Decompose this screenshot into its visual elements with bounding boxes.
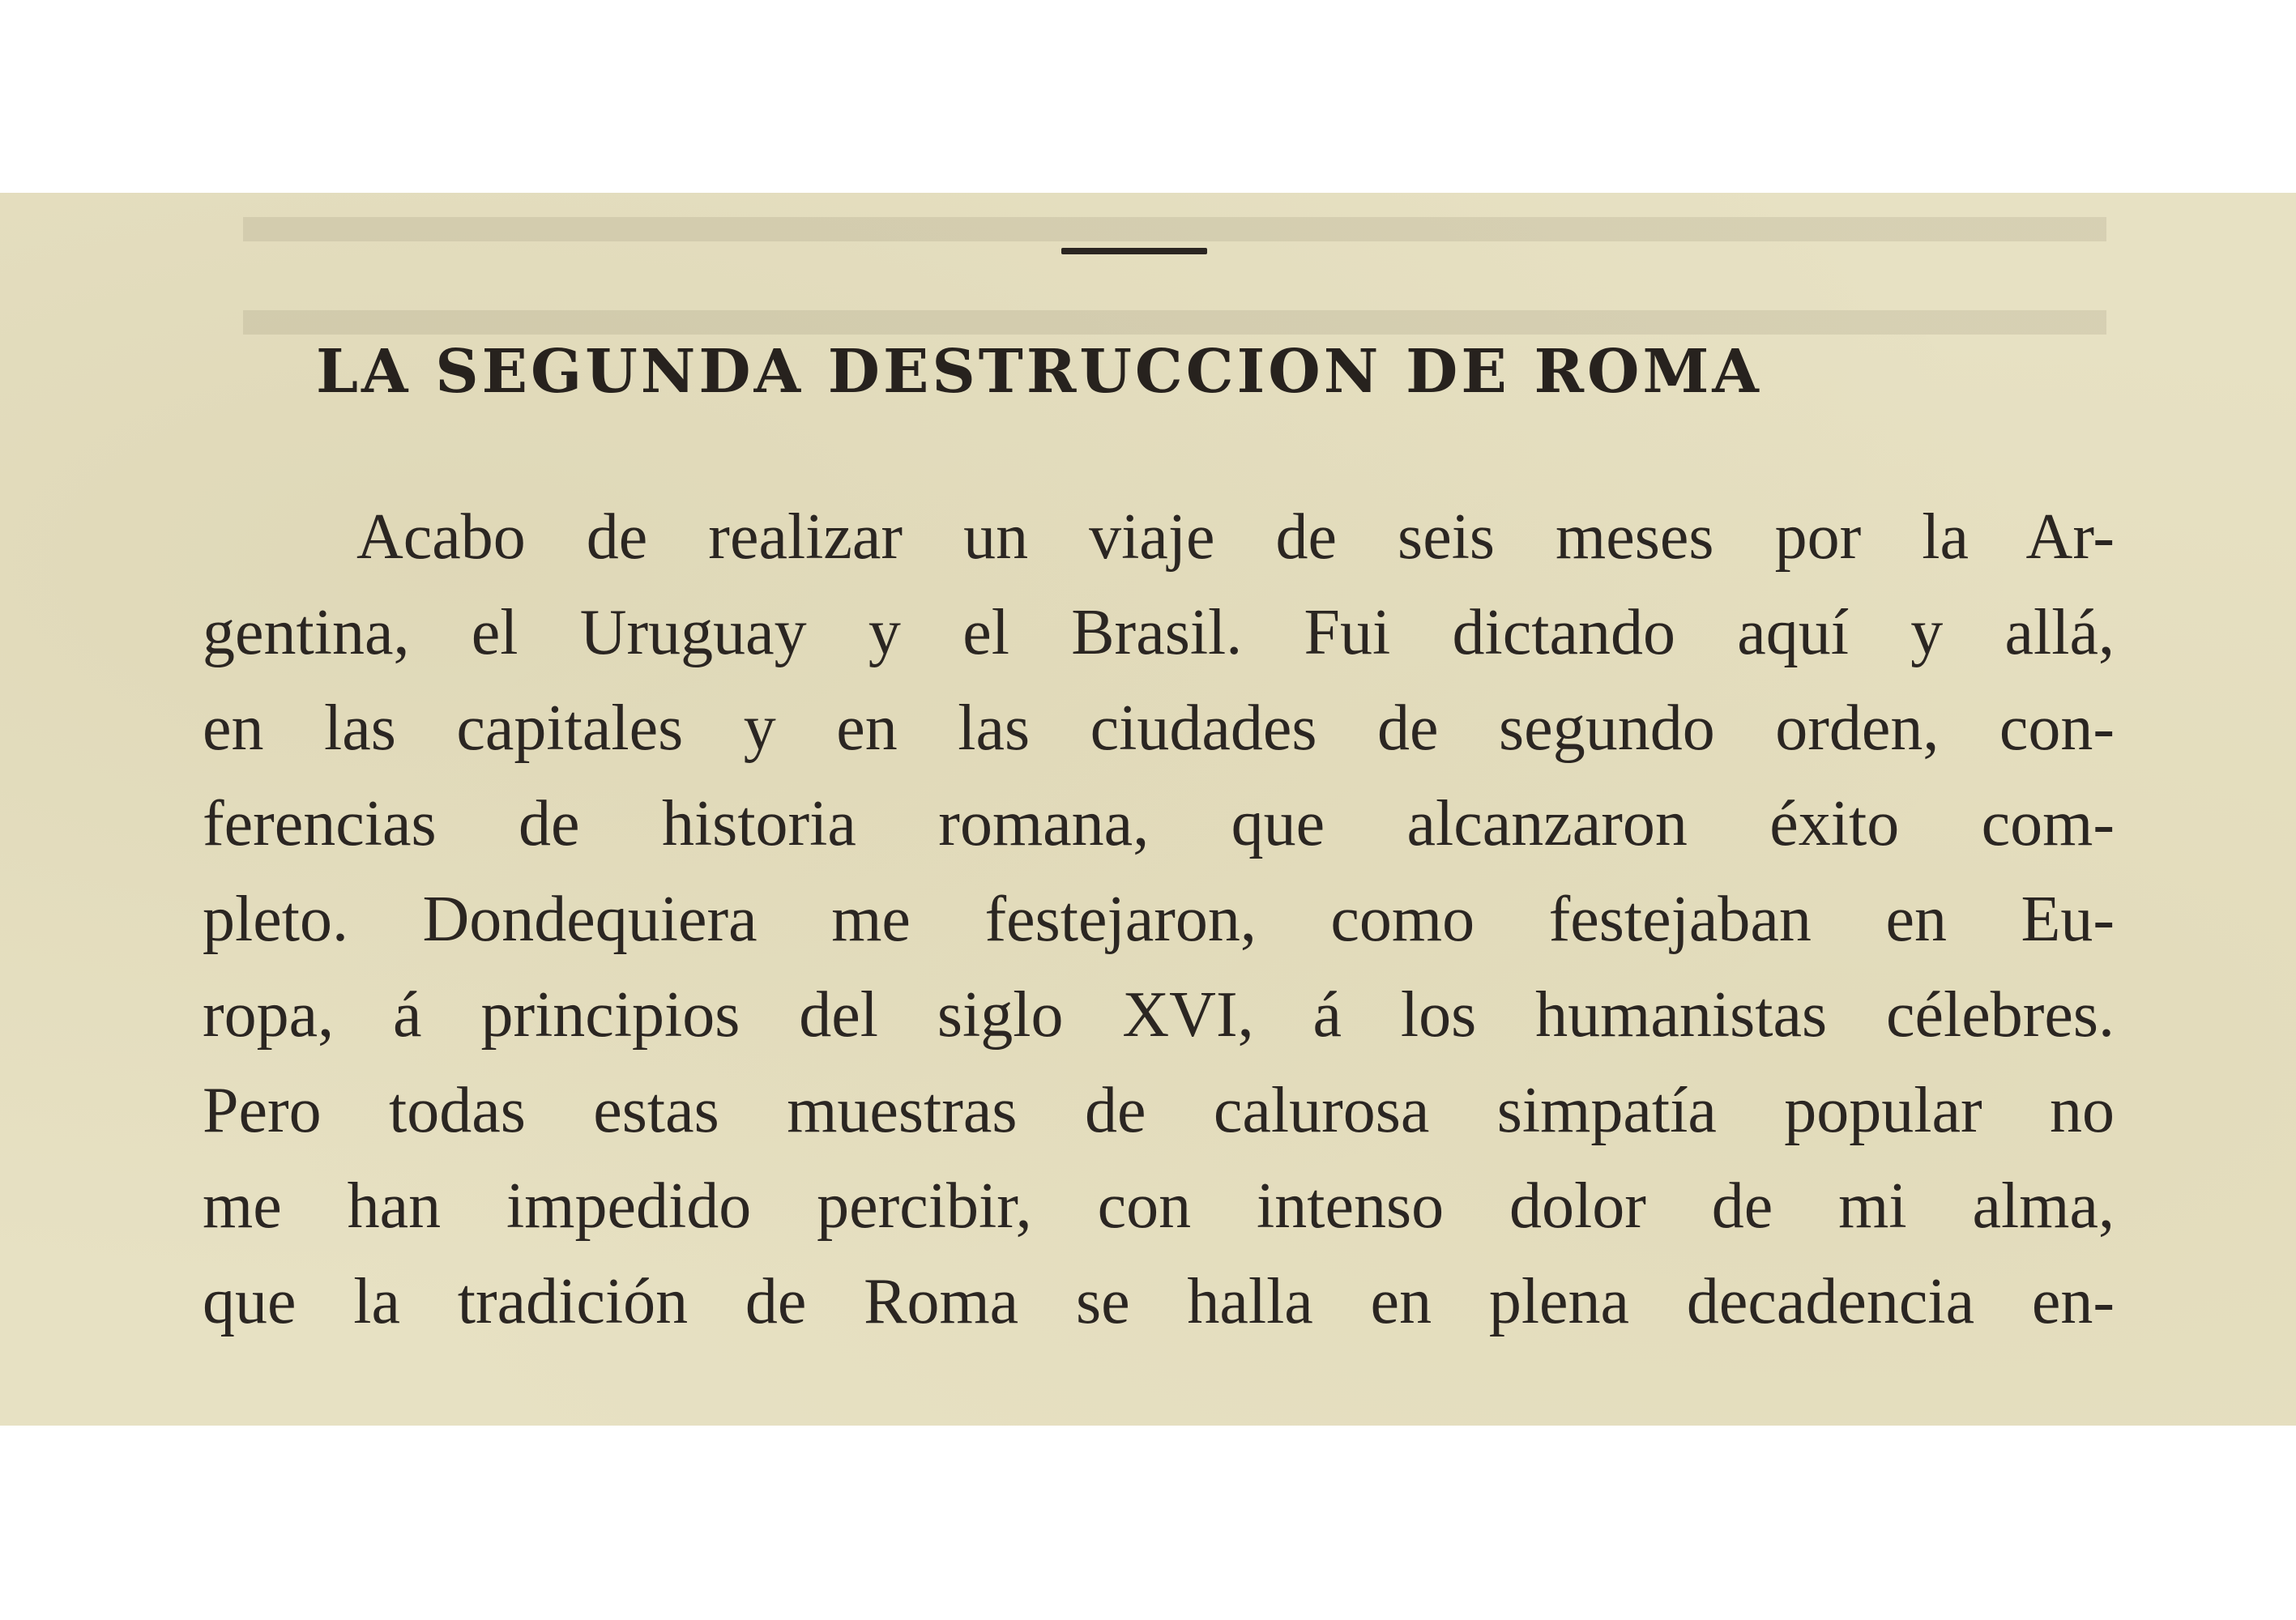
- text-line: me han impedido percibir, con intenso dolor de mi alma,: [203, 1170, 2115, 1242]
- text-line: en las capitales y en las ciudades de segundo orden, con-: [203, 693, 2115, 764]
- text-line: Pero todas estas muestras de calurosa simpatía popular no: [203, 1075, 2115, 1146]
- article-body: [203, 501, 2115, 1361]
- text-line: gentina, el Uruguay y el Brasil. Fui dictando aquí y allá,: [203, 597, 2115, 668]
- scanned-page: [0, 193, 2296, 1426]
- text-line: Acabo de realizar un viaje de seis meses por la Ar-: [356, 501, 2115, 573]
- separator-rule: [1061, 248, 1207, 254]
- text-line: ferencias de historia romana, que alcanzaron éxito com-: [203, 788, 2115, 859]
- text-line: ropa, á principios del siglo XVI, á los humanistas célebres.: [203, 979, 2115, 1051]
- article-title: LA SEGUNDA DESTRUCCION DE ROMA: [316, 337, 1762, 407]
- text-line: pleto. Dondequiera me festejaron, como festejaban en Eu-: [203, 884, 2115, 955]
- text-line: que la tradición de Roma se halla en plena decadencia en-: [203, 1266, 2115, 1337]
